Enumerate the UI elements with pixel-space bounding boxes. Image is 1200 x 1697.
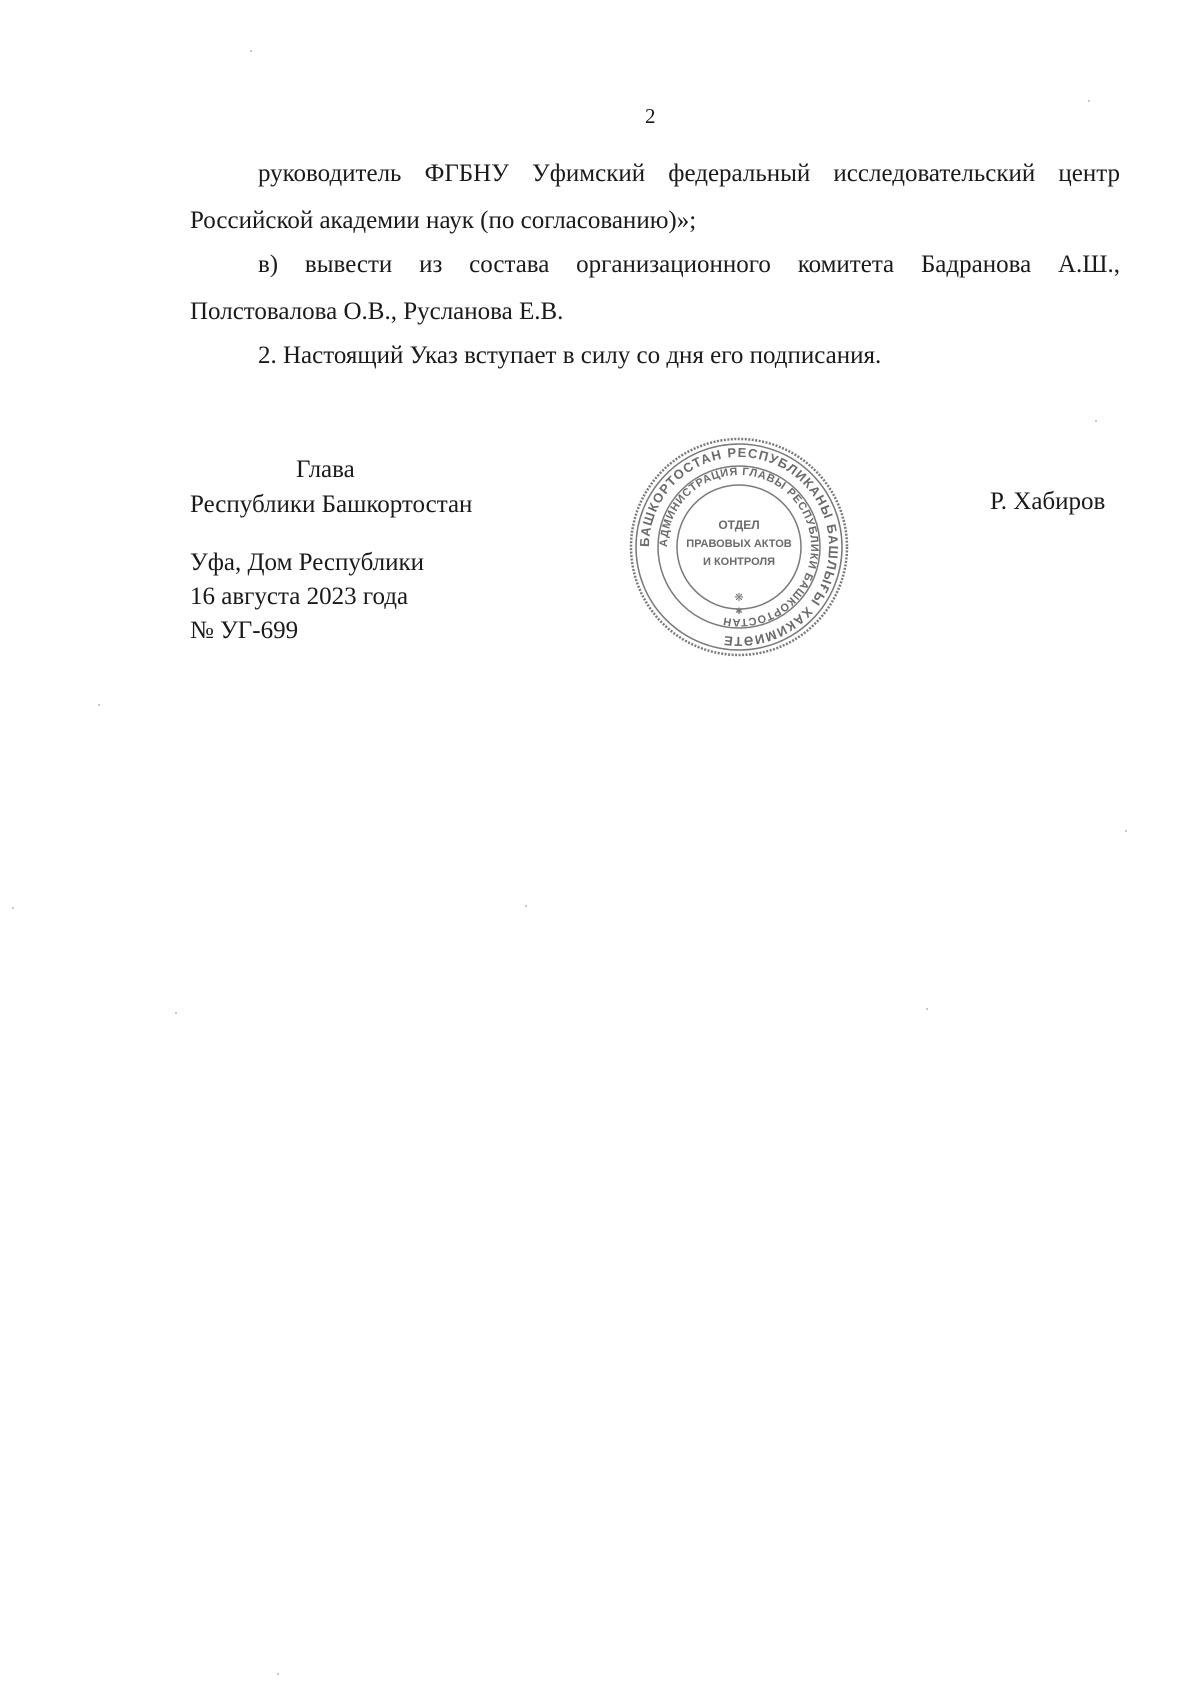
paragraph-continuation: руководитель ФГБНУ Уфимский федеральный исследовательский центр Российской академии наук (по согласованию)»;	[190, 160, 1120, 234]
seal-icon	[628, 436, 850, 658]
signatory-title-line1: Глава	[296, 456, 355, 483]
seal-inner-text: АДМИНИСТРАЦИЯ ГЛАВЫ РЕСПУБЛИКИ БАШКОРТОСТАН	[657, 465, 821, 629]
seal-center-line3: И КОНТРОЛЯ	[703, 556, 775, 568]
scan-speck	[12, 907, 14, 909]
scan-speck	[1088, 100, 1090, 102]
paragraph-removal-clause: в) вывести из состава организационного комитета Бадранова А.Ш., Полстовалова О.В., Русланова Е.В.	[190, 251, 1120, 325]
scan-speck	[525, 905, 527, 907]
issue-number: № УГ-699	[190, 617, 299, 644]
svg-text:✱: ✱	[735, 607, 743, 617]
paragraph-effective-date: 2. Настоящий Указ вступает в силу со дня его подписания.	[258, 342, 882, 369]
signatory-name: Р. Хабиров	[990, 488, 1106, 515]
issue-date: 16 августа 2023 года	[190, 583, 409, 610]
svg-text:❋: ❋	[734, 591, 744, 604]
scan-speck	[250, 50, 252, 52]
scan-speck	[98, 704, 100, 706]
scan-speck	[926, 1008, 928, 1010]
signatory-title-line2: Республики Башкортостан	[190, 491, 473, 518]
seal-center-line2: ПРАВОВЫХ АКТОВ	[686, 538, 792, 550]
seal-outer-text: БАШКОРТОСТАН РЕСПУБЛИКАНЫ БАШЛЫҒЫ ХАКИМИӘТЕ	[636, 444, 842, 650]
seal-star-icons	[734, 591, 743, 617]
scan-speck	[1125, 830, 1127, 832]
page-number: 2	[645, 104, 656, 128]
issue-details	[190, 546, 424, 648]
scan-speck	[175, 1012, 177, 1014]
scan-speck	[1095, 420, 1097, 422]
seal-center-line1: ОТДЕЛ	[718, 518, 760, 532]
signatory-title	[190, 452, 472, 522]
official-seal-stamp	[628, 436, 850, 658]
scan-speck	[277, 1673, 279, 1675]
issue-place: Уфа, Дом Республики	[190, 549, 425, 576]
